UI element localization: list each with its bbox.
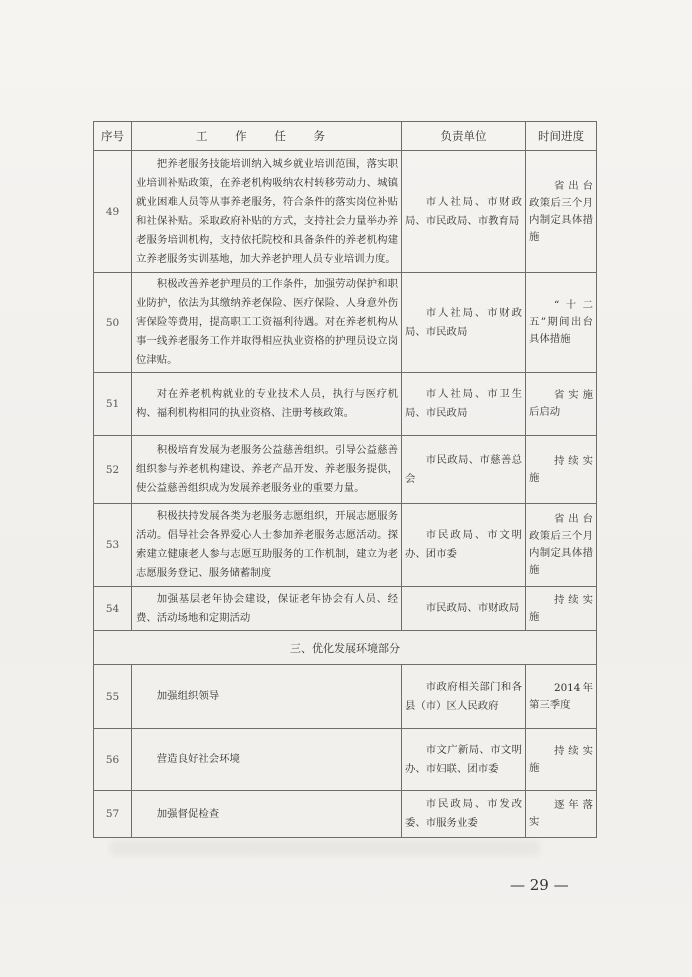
row-unit: 市民政局、市财政局 xyxy=(402,587,526,631)
row-time: 持续实施 xyxy=(526,587,597,631)
row-unit: 市民政局、市发改委、市服务业委 xyxy=(402,791,526,838)
table-row xyxy=(94,373,597,436)
table-row xyxy=(94,791,597,838)
row-unit: 市人社局、市卫生局、市民政局 xyxy=(402,373,526,436)
row-time: 持续实施 xyxy=(526,729,597,791)
header-unit: 负责单位 xyxy=(402,122,526,151)
table-row xyxy=(94,504,597,587)
row-unit: 市文广新局、市文明办、市妇联、团市委 xyxy=(402,729,526,791)
row-time: 持续实施 xyxy=(526,436,597,504)
row-seq: 53 xyxy=(94,504,132,587)
table-header-row xyxy=(94,122,597,151)
row-task: 积极培育发展为老服务公益慈善组织。引导公益慈善组织参与养老机构建设、养老产品开发、养老服务提供，使公益慈善组织成为发展养老服务业的重要力量。 xyxy=(132,436,402,504)
row-time: 省出台政策后三个月内制定具体措施 xyxy=(526,504,597,587)
row-time: “十二五”期间出台具体措施 xyxy=(526,273,597,373)
row-unit: 市民政局、市文明办、团市委 xyxy=(402,504,526,587)
header-task: 工 作 任 务 xyxy=(132,122,402,151)
row-time: 逐年落实 xyxy=(526,791,597,838)
row-task: 积极扶持发展各类为老服务志愿组织，开展志愿服务活动。倡导社会各界爱心人士参加养老服务志愿活动。探索建立健康老人参与志愿互助服务的工作机制，建立为老志愿服务登记、服务储蓄制度 xyxy=(132,504,402,587)
row-unit: 市民政局、市慈善总会 xyxy=(402,436,526,504)
table-row xyxy=(94,436,597,504)
table-row xyxy=(94,665,597,729)
row-task: 加强基层老年协会建设，保证老年协会有人员、经费、活动场地和定期活动 xyxy=(132,587,402,631)
row-time: 省出台政策后三个月内制定具体措施 xyxy=(526,151,597,273)
row-seq: 56 xyxy=(94,729,132,791)
row-task: 加强组织领导 xyxy=(132,665,402,729)
row-task: 把养老服务技能培训纳入城乡就业培训范围，落实职业培训补贴政策，在养老机构吸纳农村转移劳动力、城镇就业困难人员等从事养老服务，符合条件的落实岗位补贴和社保补贴。采取政府补贴的方式，支持社会力量举办养老服务培训机构，支持依托院校和具备条件的养老机构建立养老服务实训基地，加大养老护理人员专业培训力度。 xyxy=(132,151,402,273)
header-seq: 序号 xyxy=(94,122,132,151)
scan-smudge xyxy=(110,840,540,856)
row-unit: 市政府相关部门和各县（市）区人民政府 xyxy=(402,665,526,729)
task-table xyxy=(93,121,597,838)
row-task: 营造良好社会环境 xyxy=(132,729,402,791)
table-row xyxy=(94,587,597,631)
row-seq: 51 xyxy=(94,373,132,436)
table-row xyxy=(94,151,597,273)
row-task: 对在养老机构就业的专业技术人员，执行与医疗机构、福利机构相同的执业资格、注册考核政策。 xyxy=(132,373,402,436)
row-seq: 50 xyxy=(94,273,132,373)
row-task: 加强督促检查 xyxy=(132,791,402,838)
section-title: 三、优化发展环境部分 xyxy=(94,631,597,665)
row-time: 省实施后启动 xyxy=(526,373,597,436)
row-seq: 55 xyxy=(94,665,132,729)
row-unit: 市人社局、市财政局、市民政局 xyxy=(402,273,526,373)
row-seq: 54 xyxy=(94,587,132,631)
row-time: 2014年第三季度 xyxy=(526,665,597,729)
section-row xyxy=(94,631,597,665)
row-seq: 52 xyxy=(94,436,132,504)
row-unit: 市人社局、市财政局、市民政局、市教育局 xyxy=(402,151,526,273)
table-row xyxy=(94,729,597,791)
row-seq: 57 xyxy=(94,791,132,838)
header-time: 时间进度 xyxy=(526,122,597,151)
row-seq: 49 xyxy=(94,151,132,273)
row-task: 积极改善养老护理员的工作条件，加强劳动保护和职业防护，依法为其缴纳养老保险、医疗保险、人身意外伤害保险等费用，提高职工工资福利待遇。对在养老机构从事一线养老服务工作并取得相应执业资格的护理员设立岗位津贴。 xyxy=(132,273,402,373)
page-number: — 29 — xyxy=(510,876,569,894)
table-row xyxy=(94,273,597,373)
